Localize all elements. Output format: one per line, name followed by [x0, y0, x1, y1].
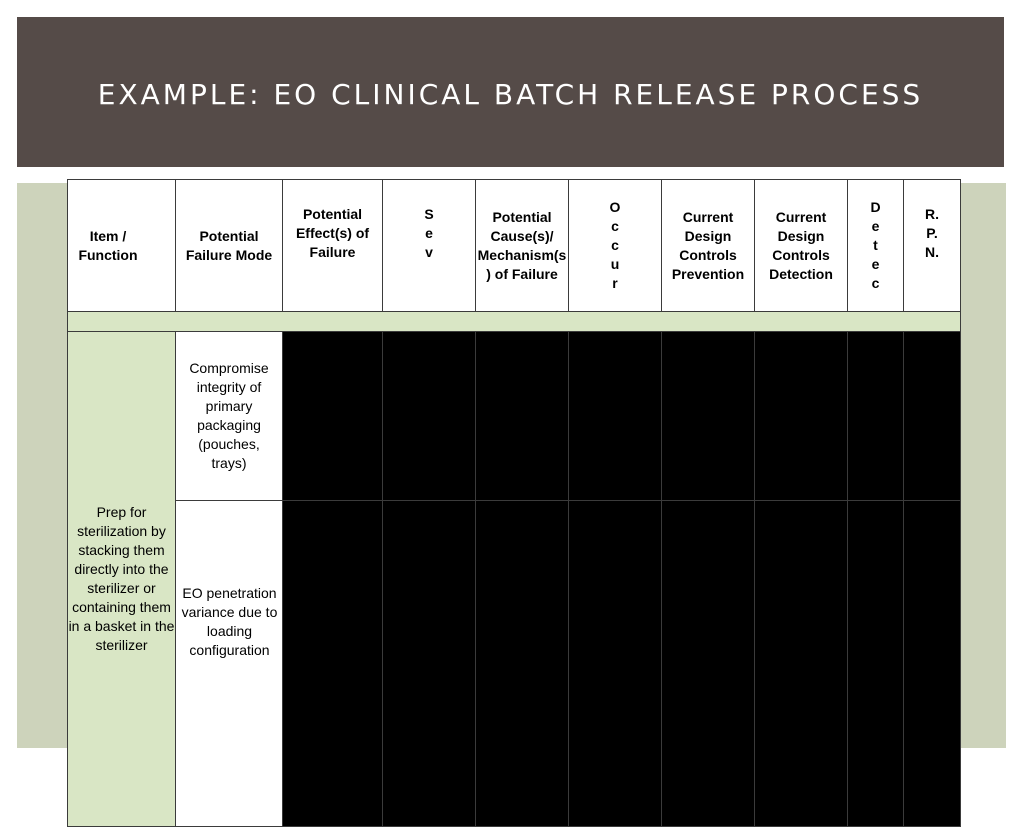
sev-cell: [383, 332, 476, 501]
item-function-cell: [68, 332, 176, 827]
slide-title: EXAMPLE: EO CLINICAL BATCH RELEASE PROCESS: [97, 77, 924, 111]
header-occur-text: O c c u r: [609, 199, 621, 291]
detection-cell: [755, 332, 848, 501]
failure-mode-text: EO penetration variance due to loading configuration: [181, 585, 278, 658]
header-causes: [476, 180, 569, 312]
failure-mode-text: Compromise integrity of primary packaging (pouches, trays): [189, 360, 269, 471]
table-row: [68, 332, 961, 501]
header-row: [68, 180, 961, 312]
header-failure-mode: [176, 180, 283, 312]
occur-cell: [569, 501, 662, 827]
header-rpn-text: R. P. N.: [925, 206, 939, 260]
effects-cell: [283, 332, 383, 501]
failure-mode-cell: [176, 332, 283, 501]
header-detec: [848, 180, 904, 312]
table-row: [68, 501, 961, 827]
header-sev-text: S e v: [424, 206, 434, 260]
header-detection: [755, 180, 848, 312]
prevention-cell: [662, 332, 755, 501]
fmea-table: [67, 179, 961, 827]
sev-cell: [383, 501, 476, 827]
causes-cell: [476, 501, 569, 827]
header-detec-text: D e t e c: [870, 199, 881, 291]
rpn-cell: [904, 501, 961, 827]
header-causes-text: Potential Cause(s)/ Mechanism(s) of Failure: [477, 208, 567, 282]
causes-cell: [476, 332, 569, 501]
header-prevention-text: Current Design Controls Prevention: [671, 208, 745, 282]
rpn-cell: [904, 332, 961, 501]
header-effects-text: Potential Effect(s) of Failure: [295, 206, 370, 260]
occur-cell: [569, 332, 662, 501]
effects-cell: [283, 501, 383, 827]
header-rpn: [904, 180, 961, 312]
header-occur: [569, 180, 662, 312]
header-item-function: [68, 180, 176, 312]
detection-cell: [755, 501, 848, 827]
header-sev: [383, 180, 476, 312]
item-function-text: Prep for sterilization by stacking them directly into the sterilizer or containing them in a basket in the sterilizer: [68, 504, 175, 653]
detec-cell: [848, 501, 904, 827]
header-prevention: [662, 180, 755, 312]
prevention-cell: [662, 501, 755, 827]
header-detection-text: Current Design Controls Detection: [769, 208, 833, 282]
title-banner: [17, 17, 1004, 167]
spacer-cell: [68, 312, 961, 332]
spacer-row: [68, 312, 961, 332]
header-effects: [283, 180, 383, 312]
header-item-function-text: Item / Function: [78, 227, 138, 263]
detec-cell: [848, 332, 904, 501]
header-failure-mode-text: Potential Failure Mode: [185, 227, 273, 263]
failure-mode-cell: [176, 501, 283, 827]
